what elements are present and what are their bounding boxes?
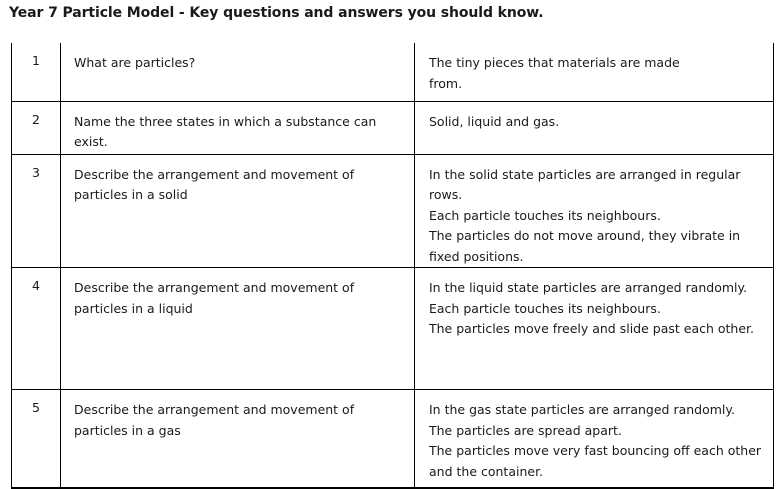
answer-cell	[415, 43, 774, 101]
row-number: 1	[12, 43, 61, 101]
qa-table	[11, 43, 774, 489]
question-cell: Name the three states in which a substance can exist.	[61, 101, 415, 154]
answer-line: Each particle touches its neighbours.	[429, 300, 661, 316]
table-row	[12, 43, 774, 101]
table-row	[12, 154, 774, 268]
question-cell: What are particles?	[61, 43, 415, 101]
question-cell: Describe the arrangement and movement of particles in a liquid	[61, 268, 415, 390]
answer-line: The particles move very fast bouncing off each other and the container.	[429, 443, 762, 479]
answer-cell	[415, 390, 774, 488]
table-row	[12, 101, 774, 154]
answer-line: In the liquid state particles are arranged randomly.	[429, 280, 748, 295]
answer-cell	[415, 154, 774, 268]
answer-line: Each particle touches its neighbours.	[429, 207, 661, 223]
answer-line: The particles do not move around, they vibrate in fixed positions.	[429, 228, 741, 264]
row-number: 5	[12, 390, 61, 488]
answer-cell	[415, 101, 774, 154]
answer-line: The particles are spread apart.	[429, 422, 622, 438]
answer-line: Solid, liquid and gas.	[429, 113, 560, 129]
answer-line: The particles move freely and slide past each other.	[429, 321, 754, 336]
question-cell: Describe the arrangement and movement of particles in a gas	[61, 390, 415, 488]
row-number: 2	[12, 101, 61, 154]
answer-line: The tiny pieces that materials are made	[429, 55, 680, 70]
table-row	[12, 390, 774, 488]
answer-line: In the gas state particles are arranged randomly.	[429, 402, 735, 417]
row-number: 4	[12, 268, 61, 390]
answer-line: In the solid state particles are arranged in regular rows.	[429, 166, 741, 202]
page-title: Year 7 Particle Model - Key questions and answers you should know.	[9, 5, 544, 21]
answer-cell	[415, 268, 774, 390]
table-row	[12, 268, 774, 390]
row-number: 3	[12, 154, 61, 268]
question-cell: Describe the arrangement and movement of particles in a solid	[61, 154, 415, 268]
answer-line: from.	[429, 75, 463, 91]
